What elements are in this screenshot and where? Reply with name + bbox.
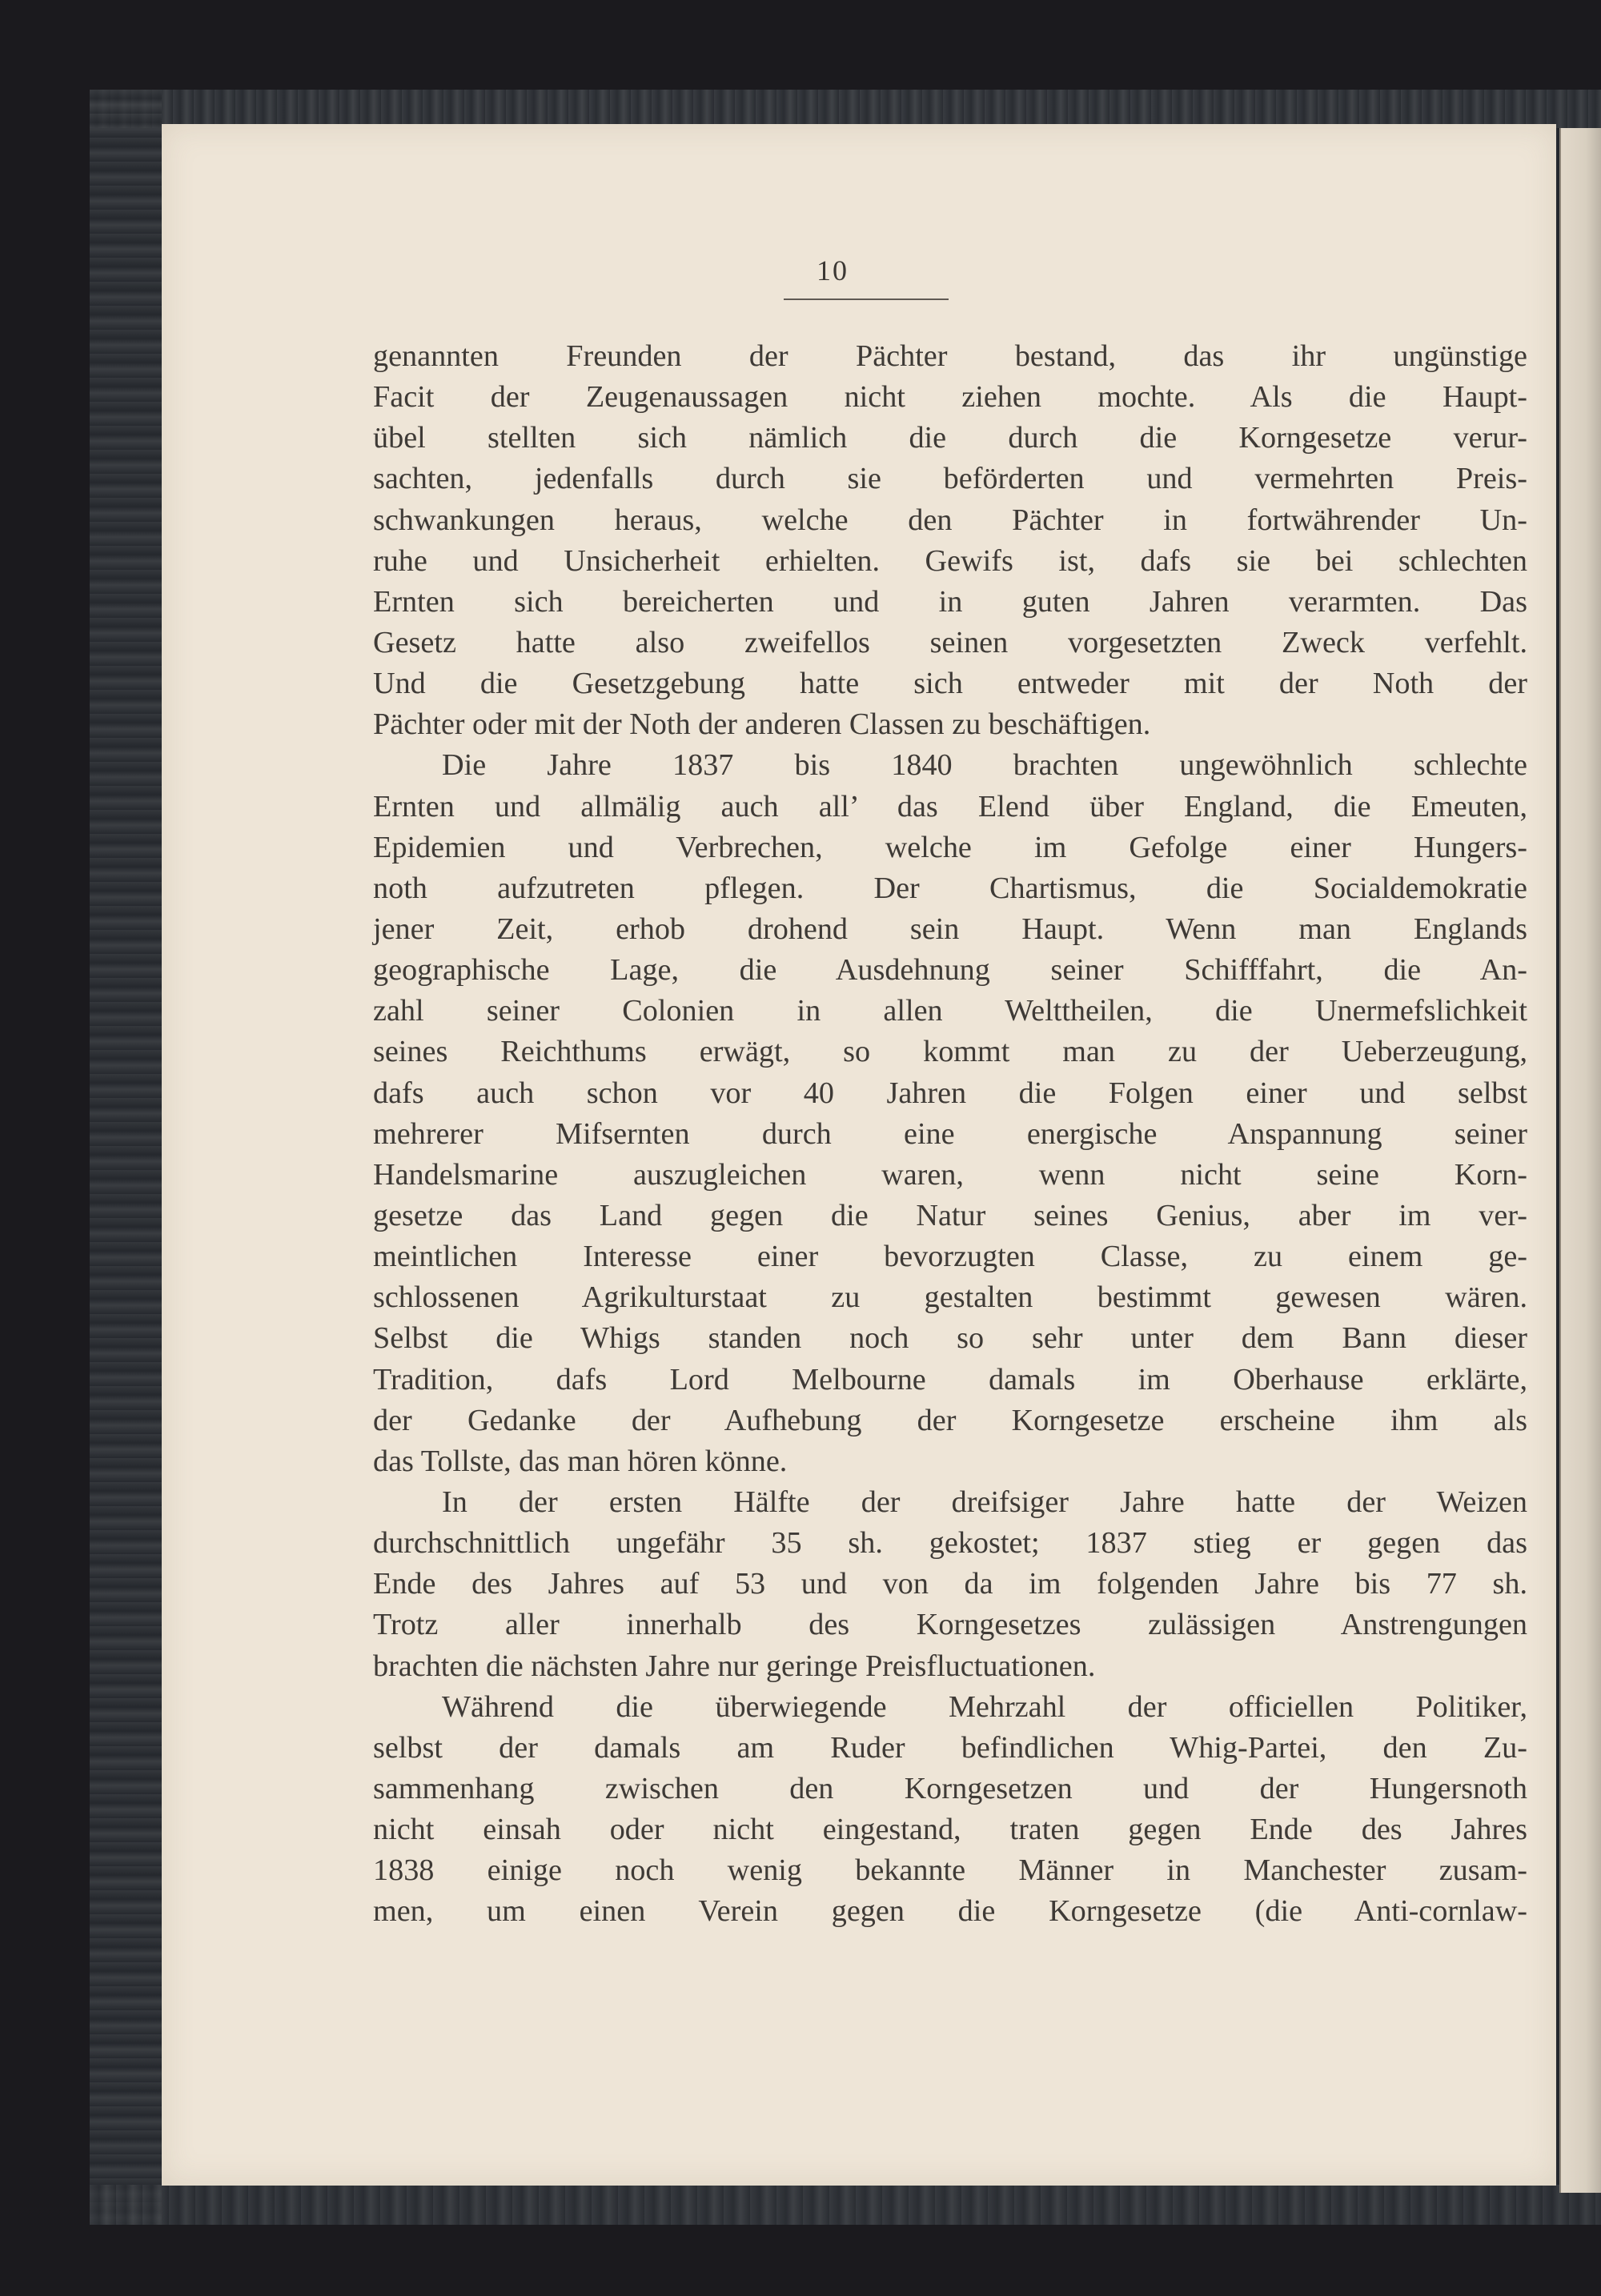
text-line: durchschnittlich ungefähr 35 sh. gekostet; 1837 stieg er gegen das xyxy=(373,1526,1527,1561)
text-line: ruhe und Unsicherheit erhielten. Gewifs ist, dafs sie bei schlechten xyxy=(373,543,1527,578)
text-line: In der ersten Hälfte der dreifsiger Jahre hatte der Weizen xyxy=(442,1485,1527,1519)
text-line: sammenhang zwischen den Korngesetzen und der Hungersnoth xyxy=(373,1771,1527,1805)
text-line: nicht einsah oder nicht eingestand, traten gegen Ende des Jahres xyxy=(373,1813,1527,1847)
text-line: mehrerer Mifsernten durch eine energische Anspannung seiner xyxy=(373,1116,1527,1151)
text-line: Facit der Zeugenaussagen nicht ziehen mochte. Als die Haupt- xyxy=(373,380,1527,415)
text-line: noth aufzutreten pflegen. Der Chartismus, die Socialdemokratie xyxy=(373,871,1527,905)
cover-edge-left xyxy=(90,90,162,2225)
text-line: Tradition, dafs Lord Melbourne damals im Oberhause erklärte, xyxy=(373,1362,1527,1396)
book-page xyxy=(162,124,1556,2186)
text-line: Handelsmarine auszugleichen waren, wenn nicht seine Korn- xyxy=(373,1157,1527,1192)
text-line: das Tollste, das man hören könne. xyxy=(373,1444,788,1478)
text-line: Epidemien und Verbrechen, welche im Gefolge einer Hungers- xyxy=(373,830,1527,864)
text-line: übel stellten sich nämlich die durch die Korngesetze verur- xyxy=(373,421,1527,455)
text-line: gesetze das Land gegen die Natur seines Genius, aber im ver- xyxy=(373,1198,1527,1232)
cover-edge-bottom xyxy=(90,2185,1601,2225)
text-line: selbst der damals am Ruder befindlichen Whig-Partei, den Zu- xyxy=(373,1730,1527,1765)
text-line: zahl seiner Colonien in allen Welttheilen, die Unermefslichkeit xyxy=(373,994,1527,1028)
text-line: Und die Gesetzgebung hatte sich entweder mit der Noth der xyxy=(373,667,1527,701)
text-line: 1838 einige noch wenig bekannte Männer in Manchester zusam- xyxy=(373,1853,1527,1888)
text-line: meintlichen Interesse einer bevorzugten Classe, zu einem ge- xyxy=(373,1240,1527,1274)
text-line: Gesetz hatte also zweifellos seinen vorgesetzten Zweck verfehlt. xyxy=(373,625,1527,659)
text-line: schlossenen Agrikulturstaat zu gestalten bestimmt gewesen wären. xyxy=(373,1280,1527,1315)
text-line: Selbst die Whigs standen noch so sehr unter dem Bann dieser xyxy=(373,1321,1527,1356)
text-line: Trotz aller innerhalb des Korngesetzes zulässigen Anstrengungen xyxy=(373,1608,1527,1642)
text-line: der Gedanke der Aufhebung der Korngesetze erscheine ihm als xyxy=(373,1403,1527,1437)
text-line: Während die überwiegende Mehrzahl der officiellen Politiker, xyxy=(442,1689,1527,1724)
text-line: genannten Freunden der Pächter bestand, das ihr ungünstige xyxy=(373,339,1527,373)
text-line: Die Jahre 1837 bis 1840 brachten ungewöhnlich schlechte xyxy=(442,748,1527,783)
text-line: brachten die nächsten Jahre nur geringe Preisfluctuationen. xyxy=(373,1649,1096,1683)
text-line: Ende des Jahres auf 53 und von da im folgenden Jahre bis 77 sh. xyxy=(373,1567,1527,1601)
text-line: seines Reichthums erwägt, so kommt man zu der Ueberzeugung, xyxy=(373,1035,1527,1069)
page-number-rule xyxy=(784,299,949,300)
text-line: jener Zeit, erhob drohend sein Haupt. Wenn man Englands xyxy=(373,912,1527,946)
text-line: sachten, jedenfalls durch sie beförderten und vermehrten Preis- xyxy=(373,462,1527,496)
cover-edge-top xyxy=(90,90,1601,128)
page-body-text xyxy=(373,336,1527,1932)
text-line: dafs auch schon vor 40 Jahren die Folgen einer und selbst xyxy=(373,1076,1527,1110)
text-line: Ernten sich bereicherten und in guten Jahren verarmten. Das xyxy=(373,584,1527,619)
next-page-edge xyxy=(1559,128,1601,2193)
text-line: geographische Lage, die Ausdehnung seiner Schifffahrt, die An- xyxy=(373,953,1527,988)
text-line: Ernten und allmälig auch all’ das Elend über England, die Emeuten, xyxy=(373,789,1527,823)
text-line: schwankungen heraus, welche den Pächter in fortwährender Un- xyxy=(373,503,1527,537)
text-line: Pächter oder mit der Noth der anderen Classen zu beschäftigen. xyxy=(373,707,1151,742)
page-number: 10 xyxy=(817,254,849,286)
text-line: men, um einen Verein gegen die Korngesetze (die Anti-cornlaw- xyxy=(373,1894,1527,1929)
